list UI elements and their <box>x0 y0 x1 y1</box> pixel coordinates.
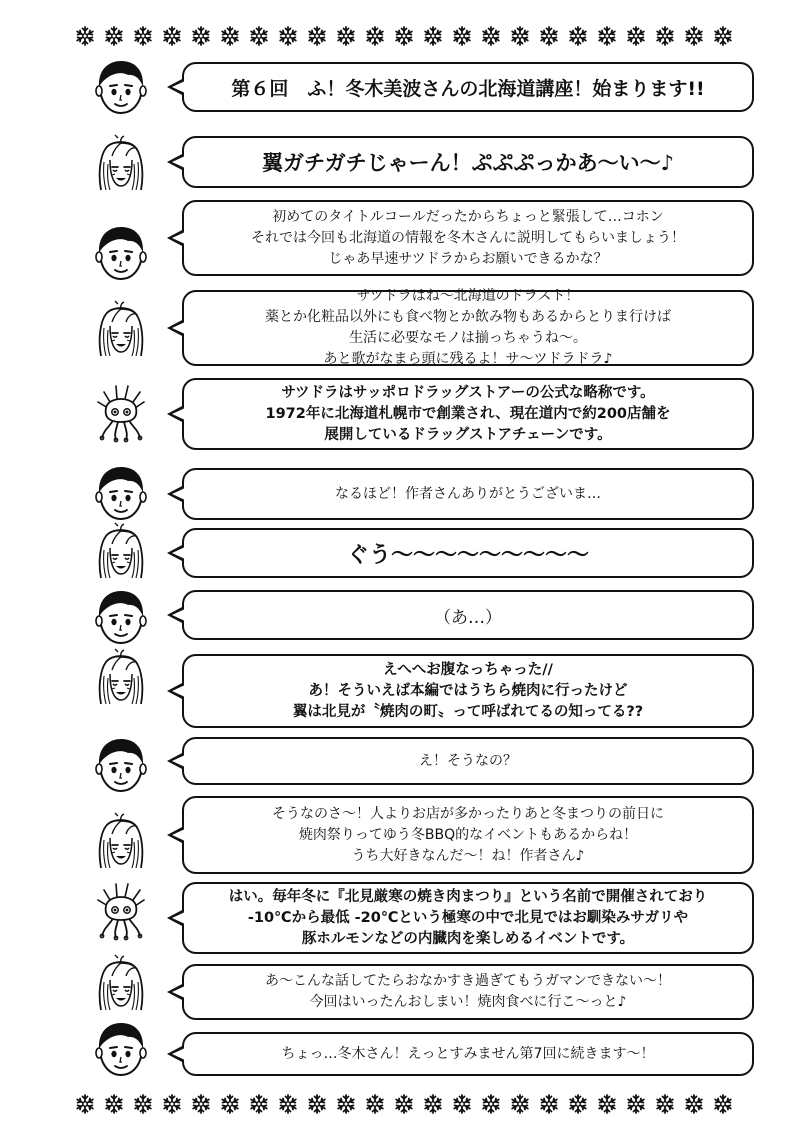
snowflake-icon <box>132 25 154 47</box>
snowflake-icon <box>451 1093 473 1115</box>
girl-avatar-icon <box>90 300 152 362</box>
snowflake-icon <box>364 25 386 47</box>
snowflake-icon <box>364 1093 386 1115</box>
snowflake-icon <box>306 25 328 47</box>
snowflake-border-top <box>74 24 734 48</box>
snowflake-icon <box>74 25 96 47</box>
snowflake-icon <box>103 1093 125 1115</box>
speech-bubble <box>182 378 754 450</box>
snowflake-icon <box>683 1093 705 1115</box>
bubble-text-line: サツドラはね〜北海道のドラスト！ <box>356 288 580 304</box>
bubble-text-line: 焼肉祭りってゆう冬BBQ的なイベントもあるからね！ <box>298 826 638 843</box>
snowflake-icon <box>248 1093 270 1115</box>
snowflake-icon <box>712 1093 734 1115</box>
bubble-text-line: 豚ホルモンなどの内臓肉を楽しめるイベントです。 <box>301 930 635 947</box>
girl-avatar-icon <box>90 954 152 1016</box>
snowflake-icon <box>219 1093 241 1115</box>
bubble-text-line: 生活に必要なモノは揃っちゃうね〜。 <box>349 330 587 346</box>
bubble-text-line: うち大好きなんだ〜！ね！作者さん♪ <box>351 847 585 864</box>
girl-avatar-icon <box>90 522 152 584</box>
snowflake-icon <box>422 1093 444 1115</box>
bubble-text-line: はい。毎年冬に『北見厳寒の焼き肉まつり』という名前で開催されており <box>228 888 708 905</box>
speech-bubble <box>182 796 754 874</box>
snowflake-icon <box>654 1093 676 1115</box>
snowflake-icon <box>335 25 357 47</box>
snowflake-icon <box>538 25 560 47</box>
girl-avatar-icon <box>90 648 152 710</box>
bubble-text-line: 翼は北見が〝焼肉の町〟って呼ばれてるの知ってる?? <box>292 703 644 720</box>
snowflake-icon <box>509 25 531 47</box>
bubble-text-line: そうなのさ〜！人よりお店が多かったりあと冬まつりの前日に <box>272 805 664 822</box>
boy-avatar-icon <box>90 586 152 648</box>
snowflake-icon <box>103 25 125 47</box>
bubble-text-line: （あ…） <box>434 607 502 628</box>
bubble-text-line: じゃあ早速サツドラからお願いできるかな？ <box>328 250 608 267</box>
snowflake-icon <box>277 25 299 47</box>
snowflake-icon <box>567 25 589 47</box>
bubble-text-line: ぐう〜〜〜〜〜〜〜〜〜 <box>346 542 589 568</box>
bubble-text-line: えへへお腹なっちゃった// <box>383 661 553 678</box>
speech-bubble <box>182 882 754 954</box>
author-avatar-icon <box>90 880 152 942</box>
speech-bubble <box>182 737 754 785</box>
bubble-text-line: 展開しているドラッグストアチェーンです。 <box>324 426 612 443</box>
bubble-text-line: ちょっ…冬木さん！えっとすみません第7回に続きます〜！ <box>281 1045 655 1062</box>
snowflake-icon <box>306 1093 328 1115</box>
author-avatar-icon <box>90 382 152 444</box>
speech-bubble <box>182 468 754 520</box>
bubble-text-line: 薬とか化粧品以外にも食べ物とか飲み物もあるからとりま行けば <box>265 309 671 325</box>
bubble-text-line: 1972年に北海道札幌市で創業され、現在道内で約200店舗を <box>265 405 671 422</box>
snowflake-icon <box>74 1093 96 1115</box>
bubble-text-line: 第６回 ふ！冬木美波さんの北海道講座！始まります!! <box>231 77 705 100</box>
snowflake-icon <box>451 25 473 47</box>
bubble-text-line: 初めてのタイトルコールだったからちょっと緊張して…コホン <box>272 208 664 225</box>
speech-bubble <box>182 200 754 276</box>
speech-bubble <box>182 590 754 640</box>
bubble-text-line: あと歌がなまら頭に残るよ！サ〜ツドラドラ♪ <box>323 351 613 367</box>
snowflake-border-bottom <box>74 1092 734 1116</box>
snowflake-icon <box>625 1093 647 1115</box>
bubble-text-line: 翼ガチガチじゃーん！ぷぷぷっかあ〜い〜♪ <box>262 151 674 175</box>
snowflake-icon <box>538 1093 560 1115</box>
boy-avatar-icon <box>90 462 152 524</box>
speech-bubble <box>182 62 754 112</box>
snowflake-icon <box>393 1093 415 1115</box>
speech-bubble <box>182 964 754 1020</box>
snowflake-icon <box>480 1093 502 1115</box>
snowflake-icon <box>335 1093 357 1115</box>
boy-avatar-icon <box>90 734 152 796</box>
bubble-text-line: 今回はいったんおしまい！焼肉食べに行こ〜っと♪ <box>309 994 627 1010</box>
snowflake-icon <box>509 1093 531 1115</box>
boy-avatar-icon <box>90 1018 152 1080</box>
snowflake-icon <box>393 25 415 47</box>
bubble-text-line: -10℃から最低 -20℃という極寒の中で北見ではお馴染みサガリや <box>247 909 689 926</box>
snowflake-icon <box>596 25 618 47</box>
speech-bubble <box>182 528 754 578</box>
snowflake-icon <box>625 25 647 47</box>
snowflake-icon <box>654 25 676 47</box>
snowflake-icon <box>480 25 502 47</box>
snowflake-icon <box>596 1093 618 1115</box>
snowflake-icon <box>161 25 183 47</box>
girl-avatar-icon <box>90 134 152 196</box>
bubble-text-line: あ〜こんな話してたらおなかすき過ぎてもうガマンできない〜！ <box>265 973 671 989</box>
speech-bubble <box>182 290 754 366</box>
snowflake-icon <box>132 1093 154 1115</box>
snowflake-icon <box>248 25 270 47</box>
snowflake-icon <box>712 25 734 47</box>
snowflake-icon <box>161 1093 183 1115</box>
snowflake-icon <box>190 25 212 47</box>
speech-bubble <box>182 1032 754 1076</box>
snowflake-icon <box>683 25 705 47</box>
snowflake-icon <box>219 25 241 47</box>
bubble-text-line: サツドラはサッポロドラッグストアーの公式な略称です。 <box>281 384 655 401</box>
speech-bubble <box>182 654 754 728</box>
girl-avatar-icon <box>90 812 152 874</box>
snowflake-icon <box>190 1093 212 1115</box>
bubble-text-line: あ！そういえば本編ではうちら焼肉に行ったけど <box>308 682 628 699</box>
boy-avatar-icon <box>90 56 152 118</box>
snowflake-icon <box>277 1093 299 1115</box>
snowflake-icon <box>422 25 444 47</box>
boy-avatar-icon <box>90 222 152 284</box>
bubble-text-line: なるほど！作者さんありがとうございま… <box>335 485 601 502</box>
speech-bubble <box>182 136 754 188</box>
bubble-text-line: え！そうなの？ <box>419 752 517 769</box>
snowflake-icon <box>567 1093 589 1115</box>
bubble-text-line: それでは今回も北海道の情報を冬木さんに説明してもらいましょう！ <box>251 229 685 246</box>
